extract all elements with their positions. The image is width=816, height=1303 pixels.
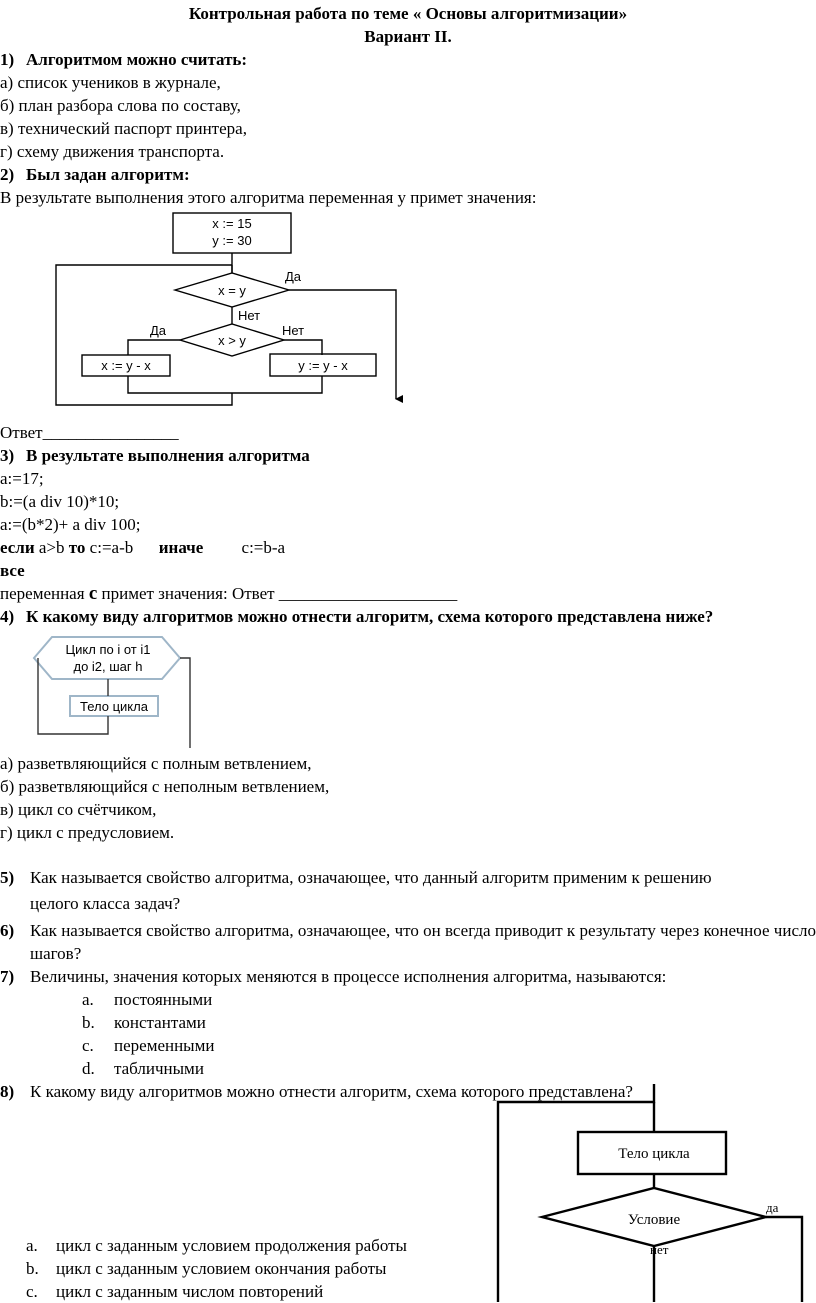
cond2-text: x > y bbox=[218, 333, 246, 348]
q6-number: 6) bbox=[0, 921, 15, 940]
yes-label: да bbox=[766, 1200, 779, 1215]
q4-number: 4) bbox=[0, 607, 15, 626]
q3-result-prefix: переменная bbox=[0, 584, 89, 603]
code-line: a:=17; bbox=[0, 469, 44, 488]
q2-answer-line: Ответ________________ bbox=[0, 423, 179, 442]
loop-body-text: Тело цикла bbox=[80, 699, 148, 714]
end-keyword: все bbox=[0, 561, 25, 580]
variant-label: Вариант II. bbox=[364, 27, 452, 46]
else-keyword: иначе bbox=[158, 538, 204, 557]
q7-number: 7) bbox=[0, 967, 15, 986]
assign-y-text: y := y - x bbox=[298, 358, 348, 373]
q1-option: б) план разбора слова по составу, bbox=[0, 96, 241, 115]
loop-range-text: Цикл по i от i1 bbox=[65, 642, 151, 657]
else-statement: c:=b-a bbox=[203, 538, 286, 557]
option-text: константами bbox=[114, 1013, 206, 1032]
q5-number: 5) bbox=[0, 868, 15, 887]
q1-option: а) список учеников в журнале, bbox=[0, 73, 221, 92]
q1-number: 1) bbox=[0, 50, 15, 69]
q3-result-line bbox=[0, 582, 816, 605]
q4-title: К какому виду алгоритмов можно отнести алгоритм, схема которого представлена ниже? bbox=[26, 607, 714, 626]
q7-text: Величины, значения которых меняются в процессе исполнения алгоритма, называются: bbox=[30, 967, 667, 986]
q2-title: Был задан алгоритм: bbox=[26, 165, 190, 184]
no-label: нет bbox=[650, 1242, 669, 1257]
q2-number: 2) bbox=[0, 165, 15, 184]
code-line: b:=(a div 10)*10; bbox=[0, 492, 120, 511]
q8-number: 8) bbox=[0, 1082, 15, 1101]
option-marker: c. bbox=[26, 1282, 38, 1301]
q3-result-variable: c bbox=[88, 583, 98, 604]
assign-x-text: x := y - x bbox=[101, 358, 151, 373]
q4-flowchart bbox=[0, 628, 240, 752]
loop-step-text: до i2, шаг h bbox=[73, 659, 143, 674]
q8-text: К какому виду алгоритмов можно отнести алгоритм, схема которого представлена? bbox=[30, 1082, 633, 1101]
option-marker: a. bbox=[26, 1236, 38, 1255]
then-statement: c:=a-b bbox=[85, 538, 159, 557]
q4-option: в) цикл со счётчиком, bbox=[0, 800, 157, 819]
q2-text: В результате выполнения этого алгоритма переменная у примет значения: bbox=[0, 188, 537, 207]
cond1-yes-label: Да bbox=[285, 269, 302, 284]
cond2-yes-label: Да bbox=[150, 323, 167, 338]
option-text: табличными bbox=[114, 1059, 204, 1078]
q8-options bbox=[0, 1234, 480, 1303]
q3-number: 3) bbox=[0, 446, 15, 465]
if-condition: a>b bbox=[34, 538, 69, 557]
q2-flowchart bbox=[0, 209, 420, 421]
q7-option bbox=[82, 1034, 816, 1057]
q6 bbox=[0, 919, 816, 965]
loop-body-text: Тело цикла bbox=[618, 1146, 690, 1162]
option-text: цикл с заданным условием окончания работы bbox=[56, 1259, 387, 1278]
q1-option: в) технический паспорт принтера, bbox=[0, 119, 247, 138]
condition-text: Условие bbox=[627, 1212, 681, 1228]
if-keyword: если bbox=[0, 538, 35, 557]
q8-option bbox=[26, 1257, 480, 1280]
q1-option: г) схему движения транспорта. bbox=[0, 142, 225, 161]
q7-option bbox=[82, 1057, 816, 1080]
q8-flowchart bbox=[490, 1084, 816, 1302]
q4-heading bbox=[0, 605, 816, 628]
q4-option: б) разветвляющийся с неполным ветвлением, bbox=[0, 777, 330, 796]
q7-option bbox=[82, 1011, 816, 1034]
q4-option: а) разветвляющийся с полным ветвлением, bbox=[0, 754, 312, 773]
option-text: цикл с заданным условием продолжения работы bbox=[56, 1236, 407, 1255]
option-marker: b. bbox=[26, 1259, 39, 1278]
q3-heading bbox=[0, 444, 816, 467]
q4-option: г) цикл с предусловием. bbox=[0, 823, 175, 842]
init-x-text: x := 15 bbox=[212, 216, 252, 231]
cond2-no-label: Нет bbox=[282, 323, 305, 338]
option-marker: c. bbox=[82, 1036, 94, 1055]
option-text: постоянными bbox=[114, 990, 213, 1009]
cond1-text: x = y bbox=[218, 283, 246, 298]
option-marker: d. bbox=[82, 1059, 95, 1078]
option-text: переменными bbox=[114, 1036, 215, 1055]
q2-heading bbox=[0, 163, 816, 186]
code-line: a:=(b*2)+ a div 100; bbox=[0, 515, 141, 534]
option-text: цикл с заданным числом повторений bbox=[56, 1282, 324, 1301]
q8-option bbox=[26, 1280, 480, 1303]
q6-text: Как называется свойство алгоритма, означающее, что он всегда приводит к результату через конечное число шагов? bbox=[30, 921, 816, 963]
q5-text-cont: целого класса задач? bbox=[30, 894, 181, 913]
q5-text: Как называется свойство алгоритма, означающее, что данный алгоритм применим к решению bbox=[30, 868, 712, 887]
init-y-text: y := 30 bbox=[212, 233, 252, 248]
then-keyword: то bbox=[68, 538, 86, 557]
q8-option bbox=[26, 1234, 480, 1257]
q3-title: В результате выполнения алгоритма bbox=[26, 446, 310, 465]
worksheet bbox=[0, 2, 816, 1103]
cond1-no-label: Нет bbox=[238, 308, 261, 323]
if-statement bbox=[0, 536, 816, 559]
q1-heading bbox=[0, 48, 816, 71]
page-title: Контрольная работа по теме « Основы алгоритмизации» bbox=[188, 4, 628, 23]
q7-option bbox=[82, 988, 816, 1011]
q7 bbox=[0, 965, 816, 988]
option-marker: b. bbox=[82, 1013, 95, 1032]
q1-title: Алгоритмом можно считать: bbox=[26, 50, 248, 69]
q5 bbox=[0, 866, 816, 889]
q3-result-answer: примет значения: Ответ _____________________ bbox=[97, 584, 458, 603]
option-marker: a. bbox=[82, 990, 94, 1009]
